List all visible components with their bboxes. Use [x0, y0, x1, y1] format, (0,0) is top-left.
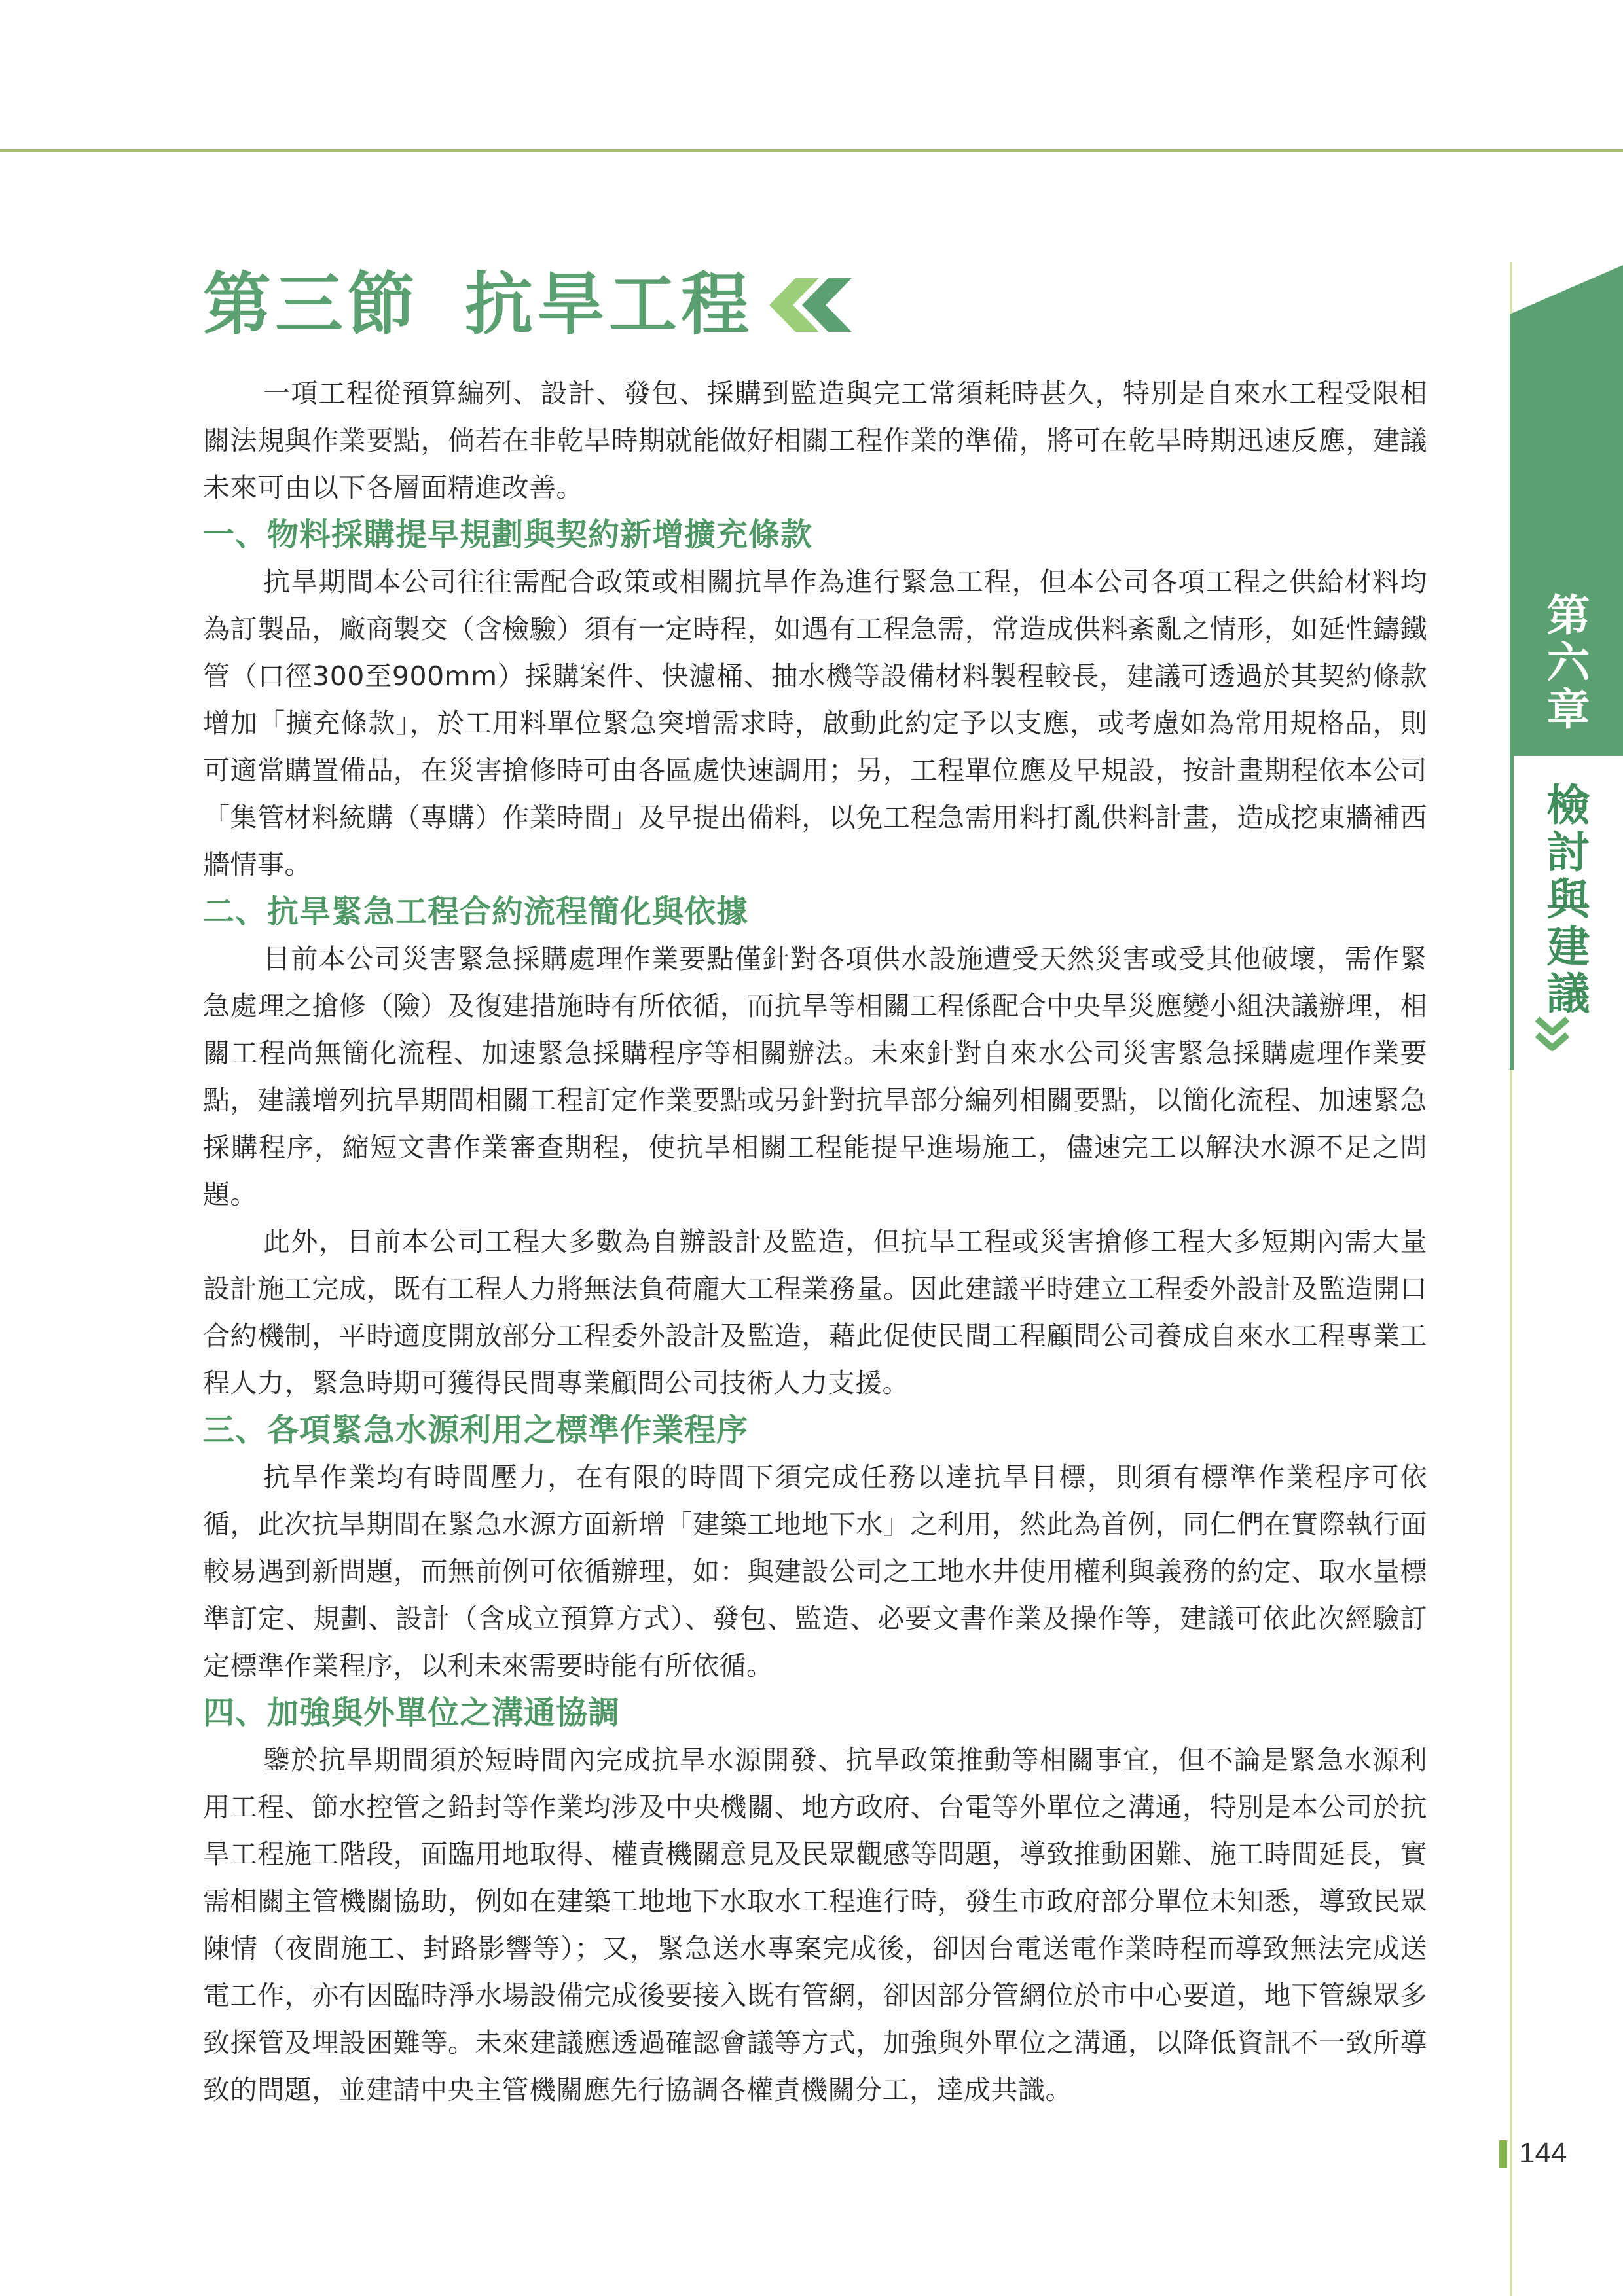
- paragraph-2a: 目前本公司災害緊急採購處理作業要點僅針對各項供水設施遭受天然災害或受其他破壞，需作緊急處理之搶修（險）及復建措施時有所依循，而抗旱等相關工程係配合中央旱災應變小組決議辦理，相關工程尚無簡化流程、加速緊急採購程序等相關辦法。未來針對自來水公司災害緊急採購處理作業要點，建議增列抗旱期間相關工程訂定作業要點或另針對抗旱部分編列相關要點，以簡化流程、加速緊急採購程序，縮短文書作業審查期程，使抗旱相關工程能提早進場施工，儘速完工以解決水源不足之問題。: [203, 943, 1427, 1210]
- page-number: 144: [1519, 2137, 1567, 2169]
- chapter-topic: 檢討與建議: [1539, 782, 1590, 1018]
- paragraph-1: 抗旱期間本公司往往需配合政策或相關抗旱作為進行緊急工程，但本公司各項工程之供給材料均為訂製品，廠商製交（含檢驗）須有一定時程，如遇有工程急需，常造成供料紊亂之情形，如延性鑄鐵管（口徑300至900mm）採購案件、快濾桶、抽水機等設備材料製程較長，建議可透過於其契約條款增加「擴充條款」，於工用料單位緊急突增需求時，啟動此約定予以支應，或考慮如為常用規格品，則可適當購置備品，在災害搶修時可由各區處快速調用；另，工程單位應及早規設，按計畫期程依本公司「集管材料統購（專購）作業時間」及早提出備料，以免工程急需用料打亂供料計畫，造成挖東牆補西牆情事。: [203, 566, 1427, 880]
- subheading-3: 三、各項緊急水源利用之標準作業程序: [203, 1412, 749, 1448]
- paragraph-4: 鑒於抗旱期間須於短時間內完成抗旱水源開發、抗旱政策推動等相關事宜，但不論是緊急水源利用工程、節水控管之鉛封等作業均涉及中央機關、地方政府、台電等外單位之溝通，特別是本公司於抗旱工程施工階段，面臨用地取得、權責機關意見及民眾觀感等問題，導致推動困難、施工時間延長，實需相關主管機關協助，例如在建築工地地下水取水工程進行時，發生市政府部分單位未知悉，導致民眾陳情（夜間施工、封路影響等）；又，緊急送水專案完成後，卻因台電送電作業時程而導致無法完成送電工作，亦有因臨時淨水場設備完成後要接入既有管網，卻因部分管網位於市中心要道，地下管線眾多致探管及埋設困難等。未來建議應透過確認會議等方式，加強與外單位之溝通，以降低資訊不一致所導致的問題，並建請中央主管機關應先行協調各權責機關分工，達成共識。: [203, 1744, 1427, 2106]
- intro-paragraph: 一項工程從預算編列、設計、發包、採購到監造與完工常須耗時甚久，特別是自來水工程受限相關法規與作業要點，倘若在非乾旱時期就能做好相關工程作業的準備，將可在乾旱時期迅速反應，建議未來可由以下各層面精進改善。: [203, 378, 1427, 503]
- section-name: 抗旱工程: [465, 264, 754, 344]
- article-body: [203, 370, 1427, 2113]
- header-rule: [0, 149, 1623, 152]
- subheading-4: 四、加強與外單位之溝通協調: [203, 1695, 621, 1731]
- paragraph-2b: 此外，目前本公司工程大多數為自辦設計及監造，但抗旱工程或災害搶修工程大多短期內需大量設計施工完成，既有工程人力將無法負荷龐大工程業務量。因此建議平時建立工程委外設計及監造開口合約機制，平時適度開放部分工程委外設計及監造，藉此促使民間工程顧問公司養成自來水工程專業工程人力，緊急時期可獲得民間專業顧問公司技術人力支援。: [203, 1226, 1427, 1399]
- subheading-1: 一、物料採購提早規劃與契約新增擴充條款: [203, 516, 813, 553]
- subheading-2: 二、抗旱緊急工程合約流程簡化與依據: [203, 893, 749, 930]
- double-chevron-down-icon: [1529, 1011, 1575, 1057]
- chapter-tab-strip: [1510, 756, 1514, 1070]
- section-number: 第三節: [203, 264, 420, 344]
- page-number-marker: [1499, 2140, 1507, 2168]
- double-chevron-left-icon: [756, 278, 854, 332]
- chapter-label: 第六章: [1539, 592, 1590, 734]
- paragraph-3: 抗旱作業均有時間壓力，在有限的時間下須完成任務以達抗旱目標，則須有標準作業程序可依循，此次抗旱期間在緊急水源方面新增「建築工地地下水」之利用，然此為首例，同仁們在實際執行面較易遇到新問題，而無前例可依循辦理，如：與建設公司之工地水井使用權利與義務的約定、取水量標準訂定、規劃、設計（含成立預算方式）、發包、監造、必要文書作業及操作等，建議可依此次經驗訂定標準作業程序，以利未來需要時能有所依循。: [203, 1462, 1427, 1681]
